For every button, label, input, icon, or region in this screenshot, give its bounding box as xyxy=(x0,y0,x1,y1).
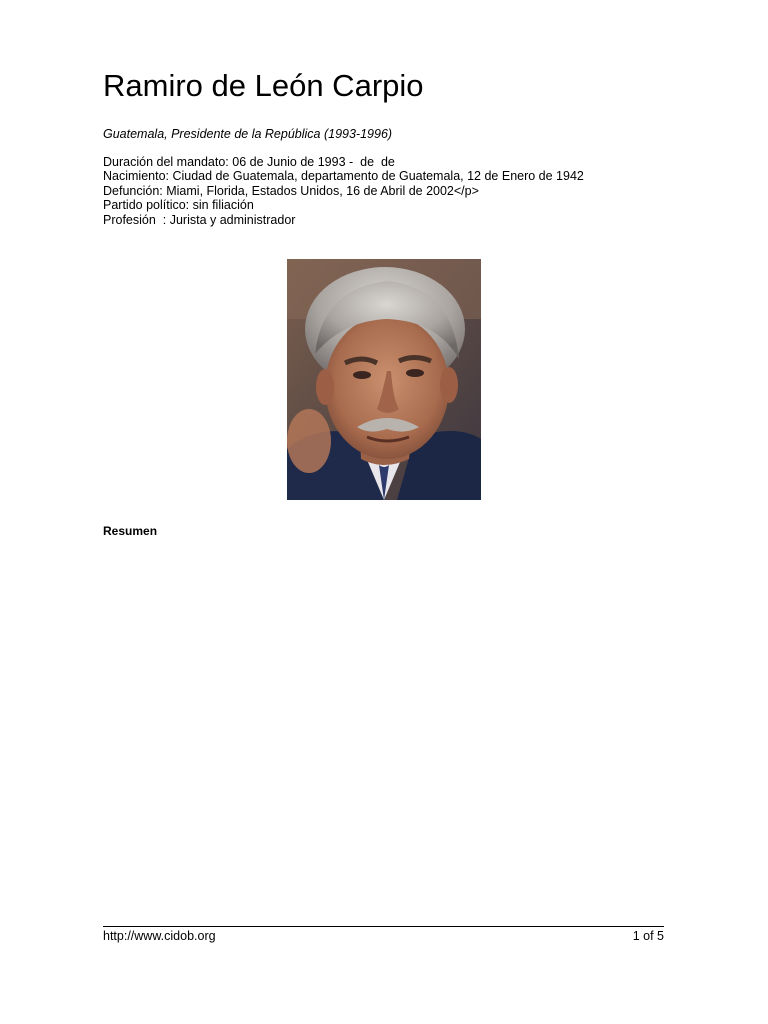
page-indicator: 1 of 5 xyxy=(632,929,664,943)
info-line-profession: Profesión : Jurista y administrador xyxy=(103,212,296,227)
info-line-term: Duración del mandato: 06 de Junio de 1993 - de de xyxy=(103,155,395,169)
page-subtitle: Guatemala, Presidente de la República (1993-1996) xyxy=(103,127,393,141)
portrait-photo xyxy=(287,259,481,500)
info-line-death: Defunción: Miami, Florida, Estados Unidos, 16 de Abril de 2002</p> xyxy=(103,183,479,198)
section-heading-resumen: Resumen xyxy=(103,524,158,538)
footer-divider xyxy=(103,926,664,927)
biographical-info xyxy=(103,155,584,227)
page-title: Ramiro de León Carpio xyxy=(103,68,424,103)
info-line-party: Partido político: sin filiación xyxy=(103,198,254,213)
info-line-birth: Nacimiento: Ciudad de Guatemala, departamento de Guatemala, 12 de Enero de 1942 xyxy=(103,169,584,184)
footer-url: http://www.cidob.org xyxy=(103,929,216,943)
